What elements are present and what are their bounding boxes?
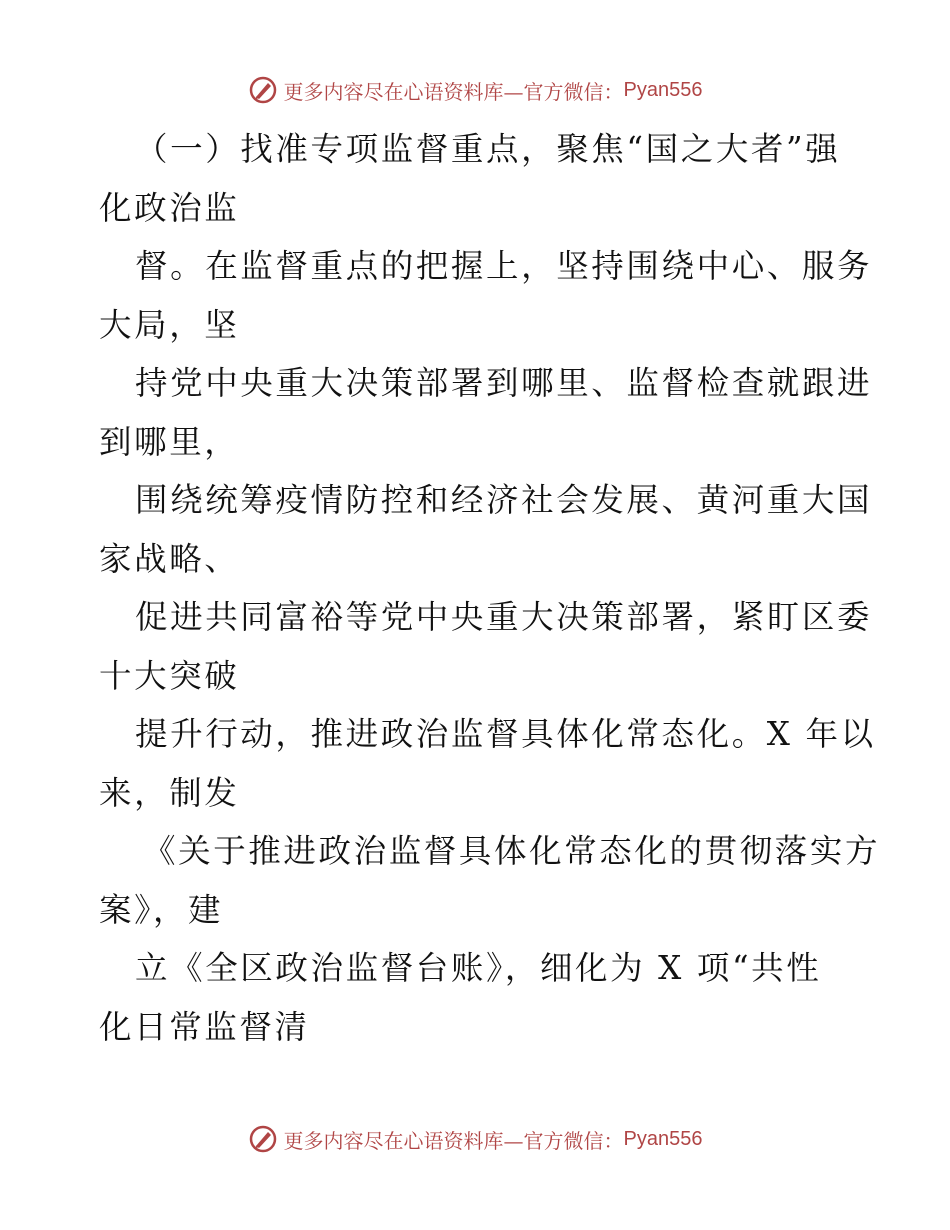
text-line: 案》，建 [99, 890, 224, 929]
watermark-wechat-id: Pyan556 [623, 78, 703, 101]
header-watermark [0, 70, 950, 110]
pen-logo-icon [248, 1124, 278, 1154]
text-line: 持党中央重大决策部署到哪里、监督检查就跟进 [135, 364, 873, 402]
pen-logo-icon [248, 75, 278, 105]
watermark-wechat-id: Pyan556 [623, 1127, 703, 1150]
text-line: 化日常监督清 [99, 1007, 310, 1046]
watermark-text: 更多内容尽在心语资料库—官方微信： [283, 79, 624, 104]
text-line: 立《全区政治监督台账》，细化为 X 项“共性 [135, 949, 822, 987]
footer-watermark [0, 1119, 950, 1159]
watermark-text: 更多内容尽在心语资料库—官方微信： [283, 1128, 624, 1153]
text-line: 督。在监督重点的把握上，坚持围绕中心、服务 [135, 247, 873, 285]
text-line: （一）找准专项监督重点，聚焦“国之大者”强 [135, 130, 841, 168]
text-line: 《关于推进政治监督具体化常态化的贯彻落实方 [143, 832, 881, 870]
text-line: 十大突破 [99, 656, 240, 695]
text-line: 家战略、 [99, 539, 240, 578]
text-line: 来，制发 [99, 773, 240, 812]
text-line: 提升行动，推进政治监督具体化常态化。X 年以 [135, 715, 876, 753]
text-line: 化政治监 [99, 188, 240, 227]
text-line: 围绕统筹疫情防控和经济社会发展、黄河重大国 [135, 481, 873, 519]
text-line: 促进共同富裕等党中央重大决策部署，紧盯区委 [135, 598, 873, 636]
text-line: 到哪里， [99, 422, 240, 461]
text-line: 大局，坚 [99, 305, 240, 344]
document-body [99, 120, 881, 1056]
